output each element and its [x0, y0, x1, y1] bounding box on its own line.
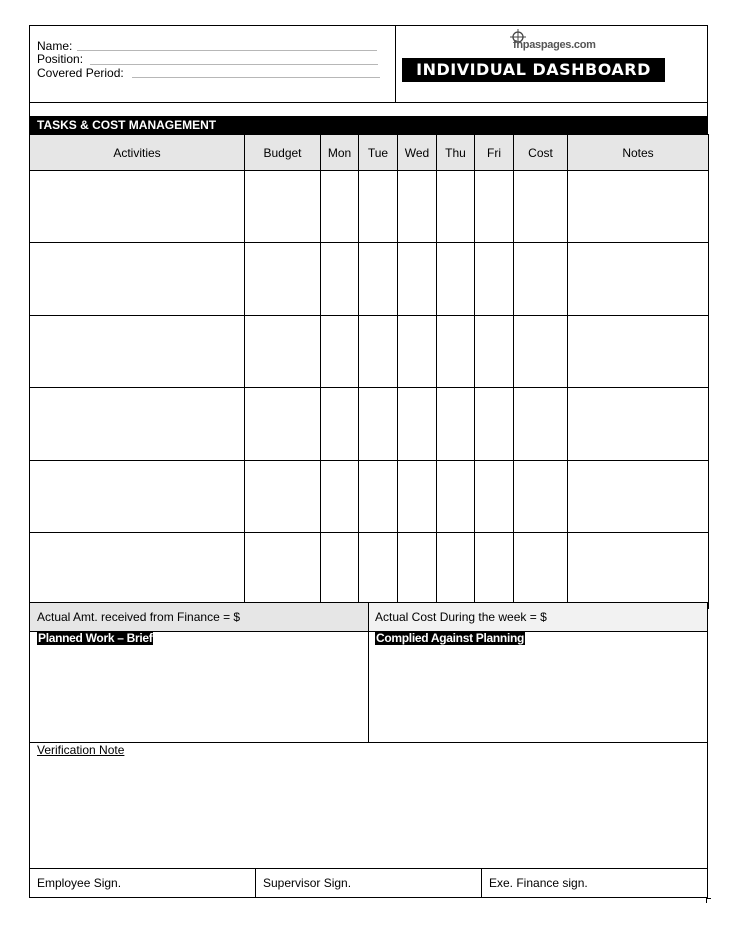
table-cell-tue[interactable] [359, 316, 398, 388]
table-cell-cost[interactable] [514, 243, 568, 316]
col-cost: Cost [514, 135, 568, 171]
table-row [30, 243, 709, 316]
table-row [30, 533, 709, 609]
col-notes: Notes [568, 135, 709, 171]
table-cell-thu[interactable] [437, 388, 475, 461]
table-cell-cost[interactable] [514, 461, 568, 533]
planned-work-box[interactable] [29, 631, 369, 743]
table-cell-tue[interactable] [359, 533, 398, 609]
planned-work-label: Planned Work – Brief [38, 631, 153, 645]
col-fri: Fri [475, 135, 514, 171]
table-cell-wed[interactable] [398, 461, 437, 533]
name-field[interactable] [77, 50, 377, 51]
table-cell-activities[interactable] [30, 171, 245, 243]
page-title: INDIVIDUAL DASHBOARD [402, 58, 665, 82]
table-cell-thu[interactable] [437, 243, 475, 316]
actual-cost-cell[interactable] [368, 602, 708, 632]
corner-mark [706, 898, 711, 903]
table-cell-wed[interactable] [398, 533, 437, 609]
table-cell-fri[interactable] [475, 461, 514, 533]
table-cell-thu[interactable] [437, 171, 475, 243]
table-cell-tue[interactable] [359, 171, 398, 243]
employee-sign-label: Employee Sign. [37, 876, 122, 890]
employee-sign-cell[interactable] [29, 868, 256, 898]
table-cell-wed[interactable] [398, 388, 437, 461]
table-cell-mon[interactable] [321, 388, 359, 461]
table-row [30, 171, 709, 243]
table-cell-budget[interactable] [245, 533, 321, 609]
table-cell-notes[interactable] [568, 461, 709, 533]
covered-period-field[interactable] [132, 77, 380, 78]
complied-box[interactable] [368, 631, 708, 743]
table-cell-budget[interactable] [245, 316, 321, 388]
table-cell-activities[interactable] [30, 461, 245, 533]
table-cell-budget[interactable] [245, 461, 321, 533]
finance-sign-cell[interactable] [481, 868, 708, 898]
table-cell-wed[interactable] [398, 243, 437, 316]
table-cell-tue[interactable] [359, 388, 398, 461]
finance-received-cell[interactable] [29, 602, 369, 632]
finance-sign-label: Exe. Finance sign. [489, 876, 588, 890]
section-title: TASKS & COST MANAGEMENT [29, 116, 708, 134]
col-mon: Mon [321, 135, 359, 171]
table-cell-notes[interactable] [568, 243, 709, 316]
table-cell-activities[interactable] [30, 316, 245, 388]
table-cell-mon[interactable] [321, 533, 359, 609]
supervisor-sign-cell[interactable] [255, 868, 482, 898]
table-row [30, 461, 709, 533]
tasks-table [29, 134, 709, 609]
table-cell-notes[interactable] [568, 388, 709, 461]
spacer-row [29, 102, 708, 117]
position-label: Position: [37, 52, 84, 66]
verification-box[interactable] [29, 742, 708, 869]
position-field[interactable] [90, 64, 378, 65]
table-header-row [30, 135, 709, 171]
table-cell-fri[interactable] [475, 243, 514, 316]
table-cell-activities[interactable] [30, 533, 245, 609]
table-cell-cost[interactable] [514, 388, 568, 461]
table-cell-wed[interactable] [398, 171, 437, 243]
col-tue: Tue [359, 135, 398, 171]
table-cell-tue[interactable] [359, 461, 398, 533]
table-row [30, 388, 709, 461]
table-cell-budget[interactable] [245, 243, 321, 316]
table-cell-thu[interactable] [437, 533, 475, 609]
col-activities: Activities [30, 135, 245, 171]
actual-cost-label: Actual Cost During the week = $ [375, 610, 547, 624]
table-cell-fri[interactable] [475, 388, 514, 461]
table-cell-mon[interactable] [321, 461, 359, 533]
table-cell-notes[interactable] [568, 533, 709, 609]
table-cell-fri[interactable] [475, 171, 514, 243]
table-cell-activities[interactable] [30, 243, 245, 316]
table-cell-mon[interactable] [321, 316, 359, 388]
col-wed: Wed [398, 135, 437, 171]
table-cell-budget[interactable] [245, 171, 321, 243]
table-cell-notes[interactable] [568, 171, 709, 243]
table-cell-cost[interactable] [514, 171, 568, 243]
table-cell-mon[interactable] [321, 171, 359, 243]
logo-text: fnpaspages.com [513, 39, 596, 51]
table-cell-wed[interactable] [398, 316, 437, 388]
verification-label: Verification Note [37, 743, 125, 757]
col-budget: Budget [245, 135, 321, 171]
table-cell-fri[interactable] [475, 533, 514, 609]
finance-received-label: Actual Amt. received from Finance = $ [37, 610, 241, 624]
complied-label: Complied Against Planning [376, 631, 525, 645]
table-row [30, 316, 709, 388]
supervisor-sign-label: Supervisor Sign. [263, 876, 352, 890]
table-cell-tue[interactable] [359, 243, 398, 316]
table-cell-budget[interactable] [245, 388, 321, 461]
table-cell-notes[interactable] [568, 316, 709, 388]
table-cell-cost[interactable] [514, 533, 568, 609]
covered-period-label: Covered Period: [37, 66, 124, 80]
table-cell-mon[interactable] [321, 243, 359, 316]
table-cell-fri[interactable] [475, 316, 514, 388]
table-cell-activities[interactable] [30, 388, 245, 461]
table-cell-cost[interactable] [514, 316, 568, 388]
header-divider [395, 25, 396, 103]
col-thu: Thu [437, 135, 475, 171]
table-cell-thu[interactable] [437, 316, 475, 388]
table-cell-thu[interactable] [437, 461, 475, 533]
name-label: Name: [37, 39, 73, 53]
